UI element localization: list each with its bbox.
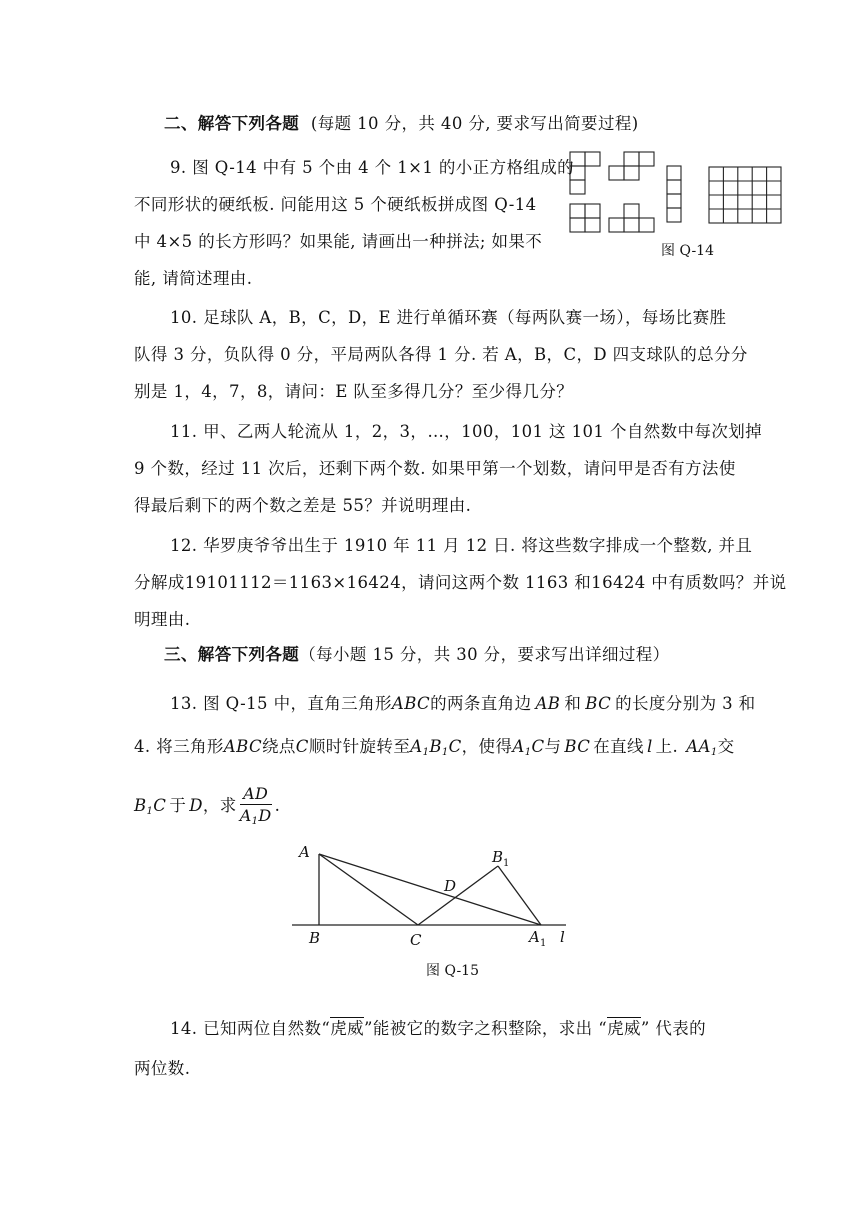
q13-text: ，求 [202,796,237,815]
q13-text: . [274,796,281,815]
segment-b1c: $B_1C$ [134,796,167,817]
q13-text: 13. 图 Q-15 中，直角三角形 [170,694,392,713]
label-a1-subscript: 1 [540,938,547,949]
figure-q14 [565,148,805,238]
section2-heading [164,113,639,135]
segment-bc: BC [585,694,612,713]
section3-note: （每小题 15 分，共 30 分，要求写出详细过程） [299,645,670,664]
label-b1: B [492,848,504,866]
line-l: l [646,737,653,756]
q13-text: 和 [564,694,582,713]
q13-line-1 [170,693,756,715]
q14-line-1 [170,1018,706,1040]
fraction-denominator: $A_1D$ [239,806,272,827]
q11-line-1: 11. 甲、乙两人轮流从 1，2，3，…，100，101 这 101 个自然数中每次划掉 [170,422,763,441]
q9-line-2: 不同形状的硬纸板. 问能用这 5 个硬纸板拼成图 Q-14 [134,195,537,214]
label-c: C [410,931,422,949]
segment-ac [319,854,418,925]
label-l: l [560,928,565,946]
label-a1: A [529,928,540,946]
point-d: D [189,796,203,815]
q9-line-3: 中 4×5 的长方形吗？如果能, 请画出一种拼法; 如果不 [134,232,543,251]
q14-text: ” 代表的 [640,1019,707,1038]
q13-text: 上. [655,737,679,756]
q13-line-2 [134,736,735,764]
segment-cb1 [418,866,498,925]
tetromino-piece-2 [609,152,654,180]
q11-line-2: 9 个数，经过 11 次后，还剩下两个数. 如果甲第一个划数，请问甲是否有方法使 [134,459,736,478]
figure-q15 [290,840,590,950]
q14-text: 14. 已知两位自然数“ [170,1019,331,1038]
q10-line-2: 队得 3 分，负队得 0 分，平局两队各得 1 分. 若 A，B，C，D 四支球队的总分分 [134,345,748,364]
q13-text: 交 [717,737,735,756]
q13-text: 的长度分别为 3 和 [615,694,756,713]
segment-a1c: $A_1C$ [512,737,545,758]
triangle-abc: ABC [391,694,431,713]
q10-line-3: 别是 1，4，7，8，请问：E 队至多得几分？至少得几分？ [134,382,574,401]
q12-line-1: 12. 华罗庚爷爷出生于 1910 年 11 月 12 日. 将这些数字排成一个整数, 并且 [170,536,753,555]
q13-text: 顺时针旋转至 [308,737,411,756]
q13-text: 于 [169,796,187,815]
tetromino-piece-1 [570,152,600,194]
q9-line-1: 9. 图 Q-14 中有 5 个由 4 个 1×1 的小正方格组成的 [170,158,575,177]
segment-bc: BC [564,737,591,756]
section2-title: 二、解答下列各题 [164,114,300,133]
label-b: B [309,929,321,947]
q13-line-3 [134,786,280,827]
q13-text: 与 [544,737,562,756]
label-a: A [299,843,310,861]
q14-text: ”能被它的数字之积整除，求出 “ [364,1019,608,1038]
q10-line-1: 10. 足球队 A，B，C，D，E 进行单循环赛（每两队赛一场），每场比赛胜 [170,308,727,327]
tetromino-piece-5 [609,204,654,232]
q13-text: ，使得 [461,737,513,756]
triangle-abc: ABC [223,737,262,756]
fraction-ad-over-a1d [240,786,272,827]
q11-line-3: 得最后剩下的两个数之差是 55？并说明理由. [134,496,472,515]
q12-line-3: 明理由. [134,610,191,629]
q13-text: 绕点 [261,737,296,756]
q13-text: 4. 将三角形 [134,737,224,756]
triangle-a1b1c: $A_1B_1C$ [410,737,462,758]
label-b1-subscript: 1 [503,858,510,869]
q13-text: 的两条直角边 [430,694,532,713]
q9-line-4: 能, 请简述理由. [134,269,253,288]
tetromino-piece-4 [570,204,600,232]
huwei-number: 虎威 [330,1019,365,1038]
q13-text: 在直线 [593,737,644,756]
figure-q15-caption: 图 Q-15 [426,963,479,979]
segment-b1a1 [498,866,541,925]
huwei-number: 虎威 [607,1019,641,1038]
section2-note: (每题 10 分，共 40 分, 要求写出简要过程) [310,114,639,133]
segment-ab: AB [535,694,561,713]
label-d: D [444,877,457,895]
figure-q14-caption: 图 Q-14 [661,243,714,259]
q12-line-2: 分解成19101112＝1163×16424，请问这两个数 1163 和16424 中有质数吗？并说 [134,573,787,592]
segment-aa1: $AA_1$ [686,737,718,758]
section3-title: 三、解答下列各题 [164,645,300,664]
tetromino-piece-3 [667,166,681,222]
fraction-numerator: AD [240,786,272,805]
q14-line-2: 两位数. [134,1059,191,1078]
section3-heading [164,644,670,666]
point-c: C [295,737,309,756]
rectangle-4x5-grid [709,167,781,223]
